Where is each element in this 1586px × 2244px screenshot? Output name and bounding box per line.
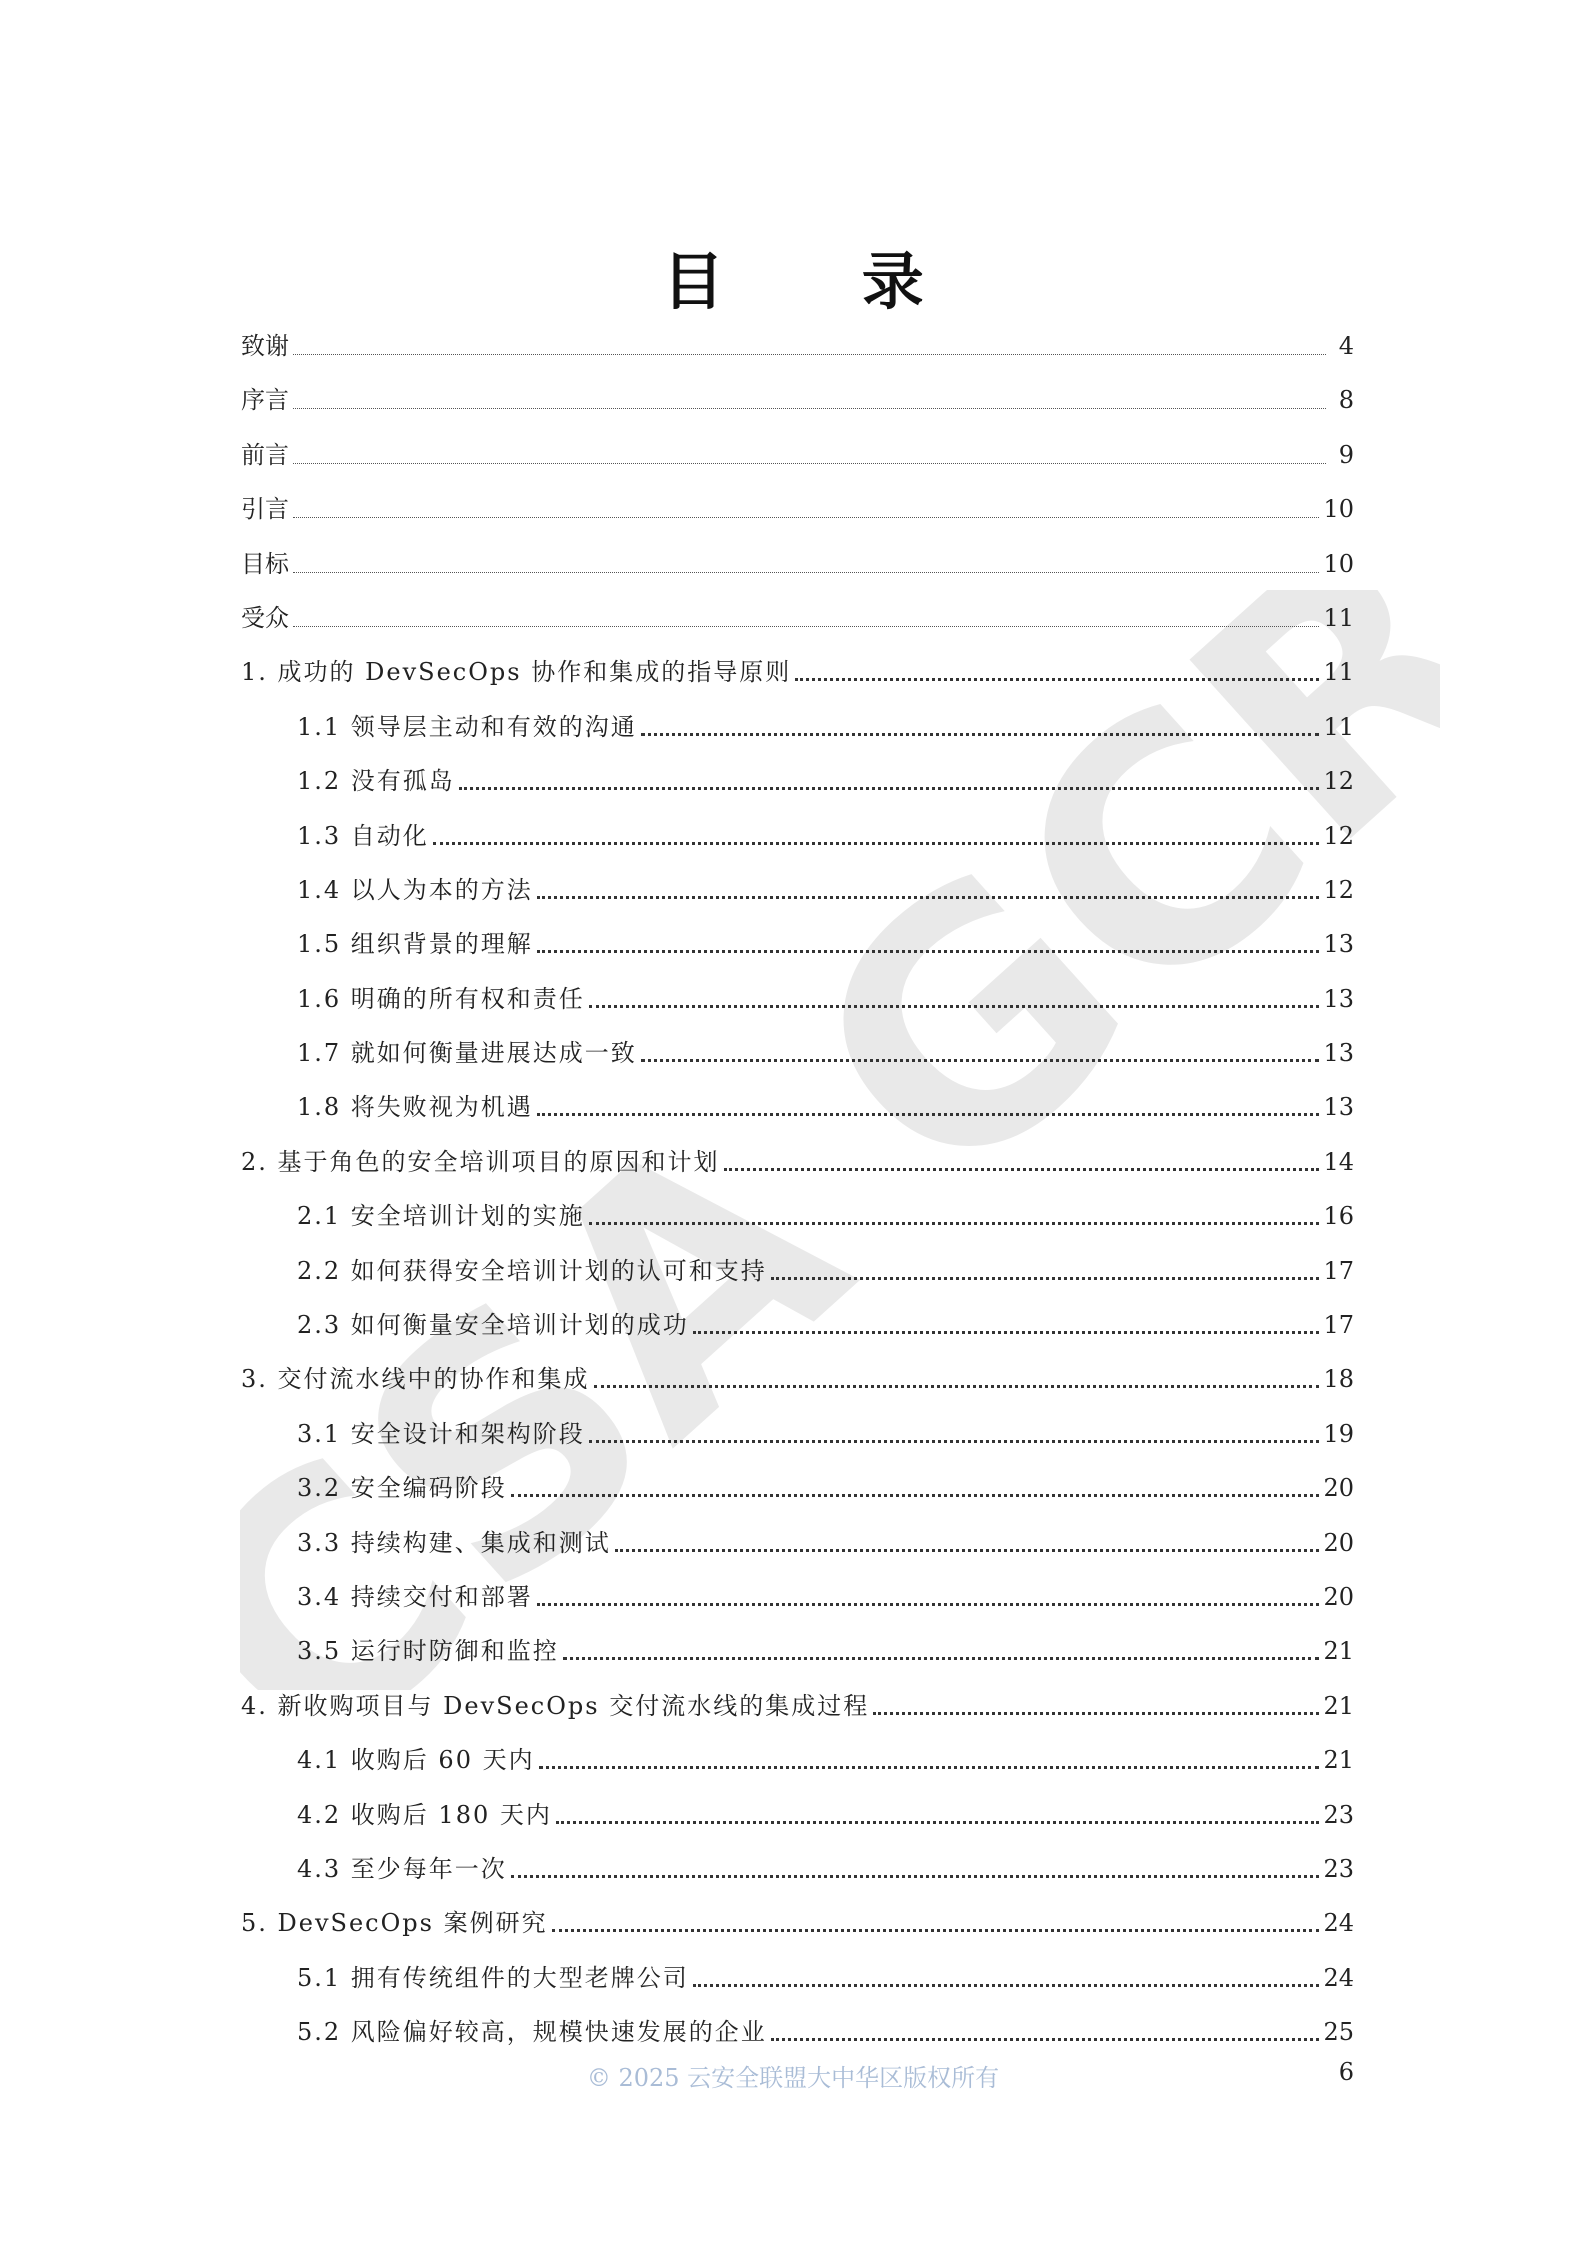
page-footer	[0, 2058, 1586, 2098]
toc-entry[interactable]	[241, 380, 1354, 434]
toc-dot-leader	[771, 2016, 1320, 2041]
toc-entry[interactable]	[241, 1142, 1354, 1196]
toc-entry-page: 17	[1323, 1256, 1354, 1285]
toc-entry-page: 16	[1323, 1202, 1354, 1231]
toc-dot-leader	[693, 1962, 1320, 1987]
toc-entry[interactable]	[241, 1359, 1354, 1413]
toc-entry[interactable]	[241, 816, 1354, 870]
toc-dot-leader	[771, 1255, 1320, 1280]
toc-entry-page: 25	[1323, 2018, 1354, 2047]
toc-entry[interactable]	[241, 1740, 1354, 1794]
toc-entry-label: 1.5 组织背景的理解	[297, 930, 533, 959]
toc-entry-label: 3.5 运行时防御和监控	[297, 1637, 559, 1666]
footer-page-number: 6	[1338, 2058, 1354, 2086]
toc-entry[interactable]	[241, 1414, 1354, 1468]
toc-entry-page: 11	[1323, 603, 1354, 632]
toc-entry-page: 21	[1323, 1637, 1354, 1666]
toc-entry[interactable]	[241, 544, 1354, 598]
toc-entry[interactable]	[241, 924, 1354, 978]
toc-entry-page: 12	[1323, 767, 1354, 796]
toc-dot-leader	[293, 332, 1326, 355]
toc-entry-label: 5.2 风险偏好较高，规模快速发展的企业	[297, 2018, 767, 2047]
toc-entry-page: 21	[1323, 1746, 1354, 1775]
toc-dot-leader	[293, 550, 1319, 573]
toc-entry-label: 2. 基于角色的安全培训项目的原因和计划	[241, 1147, 720, 1176]
toc-dot-leader	[589, 983, 1320, 1008]
toc-entry-page: 24	[1323, 1963, 1354, 1992]
toc-entry[interactable]	[241, 707, 1354, 761]
toc-entry[interactable]	[241, 1305, 1354, 1359]
toc-dot-leader	[873, 1690, 1319, 1715]
toc-dot-leader	[795, 656, 1319, 681]
toc-dot-leader	[589, 1418, 1320, 1443]
toc-entry-label: 1.3 自动化	[297, 821, 429, 850]
toc-entry[interactable]	[241, 652, 1354, 706]
toc-entry-label: 2.3 如何衡量安全培训计划的成功	[297, 1311, 689, 1340]
toc-entry-label: 1.4 以人为本的方法	[297, 875, 533, 904]
toc-entry-label: 目标	[241, 549, 289, 578]
toc-entry[interactable]	[241, 1849, 1354, 1903]
toc-entry-label: 4.3 至少每年一次	[297, 1854, 507, 1883]
toc-entry-page: 13	[1323, 984, 1354, 1013]
toc-dot-leader	[563, 1635, 1320, 1660]
toc-entry-page: 23	[1323, 1854, 1354, 1883]
toc-dot-leader	[589, 1200, 1320, 1225]
toc-entry-page: 20	[1323, 1582, 1354, 1611]
toc-entry-label: 4. 新收购项目与 DevSecOps 交付流水线的集成过程	[241, 1691, 870, 1720]
toc-entry-label: 1.1 领导层主动和有效的沟通	[297, 712, 637, 741]
toc-entry-label: 3.4 持续交付和部署	[297, 1582, 533, 1611]
toc-dot-leader	[537, 1091, 1320, 1116]
toc-entry[interactable]	[241, 1903, 1354, 1957]
toc-entry-label: 3.1 安全设计和架构阶段	[297, 1419, 585, 1448]
table-of-contents	[241, 326, 1354, 2067]
toc-entry-label: 1. 成功的 DevSecOps 协作和集成的指导原则	[241, 658, 792, 687]
toc-entry-page: 20	[1323, 1528, 1354, 1557]
toc-entry-label: 3. 交付流水线中的协作和集成	[241, 1365, 590, 1394]
toc-entry[interactable]	[241, 489, 1354, 543]
toc-entry-page: 8	[1338, 386, 1354, 415]
toc-entry[interactable]	[241, 1251, 1354, 1305]
toc-entry[interactable]	[241, 1523, 1354, 1577]
footer-copyright: © 2025 云安全联盟大中华区版权所有	[586, 2064, 1000, 2092]
toc-entry[interactable]	[241, 598, 1354, 652]
toc-entry-label: 4.2 收购后 180 天内	[297, 1800, 552, 1829]
toc-entry-label: 5. DevSecOps 案例研究	[241, 1909, 548, 1938]
toc-entry-page: 11	[1323, 712, 1354, 741]
toc-entry-label: 4.1 收购后 60 天内	[297, 1746, 535, 1775]
toc-entry[interactable]	[241, 1686, 1354, 1740]
toc-entry-page: 17	[1323, 1311, 1354, 1340]
toc-entry-label: 致谢	[241, 332, 289, 360]
toc-dot-leader	[594, 1363, 1320, 1388]
toc-entry-page: 23	[1323, 1800, 1354, 1829]
toc-entry-page: 9	[1338, 440, 1354, 469]
toc-entry[interactable]	[241, 1577, 1354, 1631]
toc-entry-label: 5.1 拥有传统组件的大型老牌公司	[297, 1963, 689, 1992]
toc-entry-label: 2.2 如何获得安全培训计划的认可和支持	[297, 1256, 767, 1285]
toc-dot-leader	[615, 1527, 1320, 1552]
toc-entry[interactable]	[241, 1033, 1354, 1087]
toc-dot-leader	[537, 874, 1320, 899]
toc-entry-label: 序言	[241, 386, 289, 415]
toc-entry[interactable]	[241, 761, 1354, 815]
toc-dot-leader	[556, 1799, 1320, 1824]
toc-dot-leader	[539, 1744, 1320, 1769]
toc-entry-label: 1.7 就如何衡量进展达成一致	[297, 1039, 637, 1068]
toc-entry[interactable]	[241, 1468, 1354, 1522]
toc-entry-page: 24	[1323, 1909, 1354, 1938]
toc-entry[interactable]	[241, 1087, 1354, 1141]
toc-entry-page: 19	[1323, 1419, 1354, 1448]
toc-dot-leader	[459, 765, 1320, 790]
toc-dot-leader	[293, 386, 1326, 409]
toc-entry[interactable]	[241, 326, 1354, 380]
toc-entry-page: 11	[1323, 658, 1354, 687]
toc-entry-page: 4	[1338, 332, 1354, 360]
toc-dot-leader	[552, 1907, 1320, 1932]
watermark-text: CSA GCR	[240, 590, 1440, 1690]
toc-dot-leader	[537, 1581, 1320, 1606]
toc-dot-leader	[433, 820, 1320, 845]
toc-entry[interactable]	[241, 1958, 1354, 2012]
toc-entry-page: 20	[1323, 1474, 1354, 1503]
toc-dot-leader	[641, 711, 1320, 736]
toc-dot-leader	[724, 1146, 1320, 1171]
toc-entry-page: 10	[1323, 549, 1354, 578]
toc-entry[interactable]	[241, 1196, 1354, 1250]
toc-dot-leader	[537, 928, 1320, 953]
toc-entry-label: 2.1 安全培训计划的实施	[297, 1202, 585, 1231]
toc-entry-label: 1.2 没有孤岛	[297, 767, 455, 796]
toc-entry-label: 1.8 将失败视为机遇	[297, 1093, 533, 1122]
toc-entry-label: 3.3 持续构建、集成和测试	[297, 1528, 611, 1557]
toc-entry[interactable]	[241, 979, 1354, 1033]
toc-entry-page: 12	[1323, 821, 1354, 850]
toc-dot-leader	[293, 441, 1326, 464]
toc-entry[interactable]	[241, 435, 1354, 489]
page-title: 目 录	[662, 245, 982, 318]
toc-entry-label: 1.6 明确的所有权和责任	[297, 984, 585, 1013]
toc-entry-page: 13	[1323, 1093, 1354, 1122]
toc-entry-page: 21	[1323, 1691, 1354, 1720]
toc-entry-page: 13	[1323, 1039, 1354, 1068]
toc-dot-leader	[293, 495, 1319, 518]
toc-dot-leader	[511, 1853, 1320, 1878]
toc-entry-label: 引言	[241, 495, 289, 524]
toc-entry-label: 3.2 安全编码阶段	[297, 1474, 507, 1503]
toc-entry-label: 前言	[241, 440, 289, 469]
toc-entry-page: 10	[1323, 495, 1354, 524]
toc-entry[interactable]	[241, 1795, 1354, 1849]
toc-entry[interactable]	[241, 1631, 1354, 1685]
toc-entry-label: 受众	[241, 603, 289, 632]
toc-dot-leader	[693, 1309, 1320, 1334]
toc-entry-page: 13	[1323, 930, 1354, 959]
toc-entry-page: 12	[1323, 875, 1354, 904]
toc-dot-leader	[293, 604, 1319, 627]
toc-dot-leader	[641, 1037, 1320, 1062]
toc-dot-leader	[511, 1472, 1320, 1497]
toc-entry-page: 14	[1323, 1147, 1354, 1176]
toc-entry-page: 18	[1323, 1365, 1354, 1394]
toc-entry[interactable]	[241, 870, 1354, 924]
